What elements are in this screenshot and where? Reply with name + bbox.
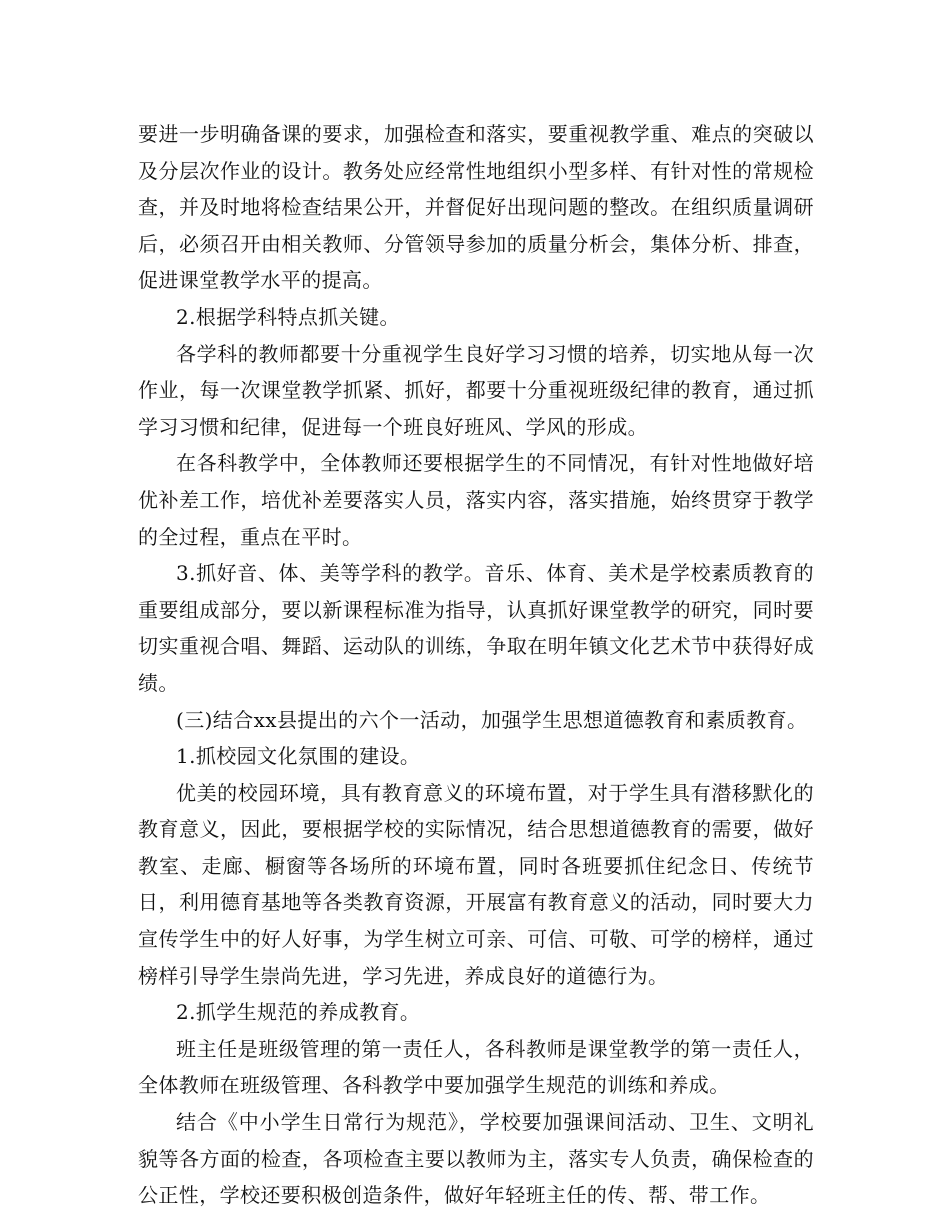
paragraph-7: 1.抓校园文化氛围的建设。 xyxy=(176,744,421,769)
paragraph-3: 各学科的教师都要十分重视学生良好学习习惯的培养，切实地从每一次作业，每一次课堂教学抓紧、抓好，都要十分重视班级纪律的教育，通过抓学习习惯和纪律，促进每一个班良好班风、学风的形成。 xyxy=(138,341,814,439)
document-body xyxy=(138,116,814,1214)
paragraph-5: 3.抓好音、体、美等学科的教学。音乐、体育、美术是学校素质教育的重要组成部分，要以新课程标准为指导，认真抓好课堂教学的研究，同时要切实重视合唱、舞蹈、运动队的训练，争取在明年镇文化艺术节中获得好成绩。 xyxy=(138,561,814,695)
section-heading-3: (三)结合xx县提出的六个一活动，加强学生思想道德教育和素质教育。 xyxy=(176,707,808,732)
paragraph-8: 优美的校园环境，具有教育意义的环境布置，对于学生具有潜移默化的教育意义，因此，要根据学校的实际情况，结合思想道德教育的需要，做好教室、走廊、橱窗等各场所的环境布置，同时各班要抓住纪念日、传统节日，利用德育基地等各类教育资源，开展富有教育意义的活动，同时要大力宣传学生中的好人好事，为学生树立可亲、可信、可敬、可学的榜样，通过榜样引导学生崇尚先进，学习先进，养成良好的道德行为。 xyxy=(138,780,814,988)
paragraph-9: 2.抓学生规范的养成教育。 xyxy=(176,1000,421,1025)
paragraph-1: 要进一步明确备课的要求，加强检查和落实，要重视教学重、难点的突破以及分层次作业的设计。教务处应经常性地组织小型多样、有针对性的常规检查，并及时地将检查结果公开，并督促好出现问题的整改。在组织质量调研后，必须召开由相关教师、分管领导参加的质量分析会，集体分析、排查，促进课堂教学水平的提高。 xyxy=(138,122,814,293)
paragraph-4: 在各科教学中，全体教师还要根据学生的不同情况，有针对性地做好培优补差工作，培优补差要落实人员，落实内容，落实措施，始终贯穿于教学的全过程，重点在平时。 xyxy=(138,451,814,549)
paragraph-11: 结合《中小学生日常行为规范》，学校要加强课间活动、卫生、文明礼貌等各方面的检查，各项检查主要以教师为主，落实专人负责，确保检查的公正性，学校还要积极创造条件，做好年轻班主任的传、帮、带工作。 xyxy=(138,1110,814,1208)
paragraph-10: 班主任是班级管理的第一责任人，各科教师是课堂教学的第一责任人，全体教师在班级管理、各科教学中要加强学生规范的训练和养成。 xyxy=(138,1036,814,1098)
paragraph-2: 2.根据学科特点抓关键。 xyxy=(176,304,400,329)
